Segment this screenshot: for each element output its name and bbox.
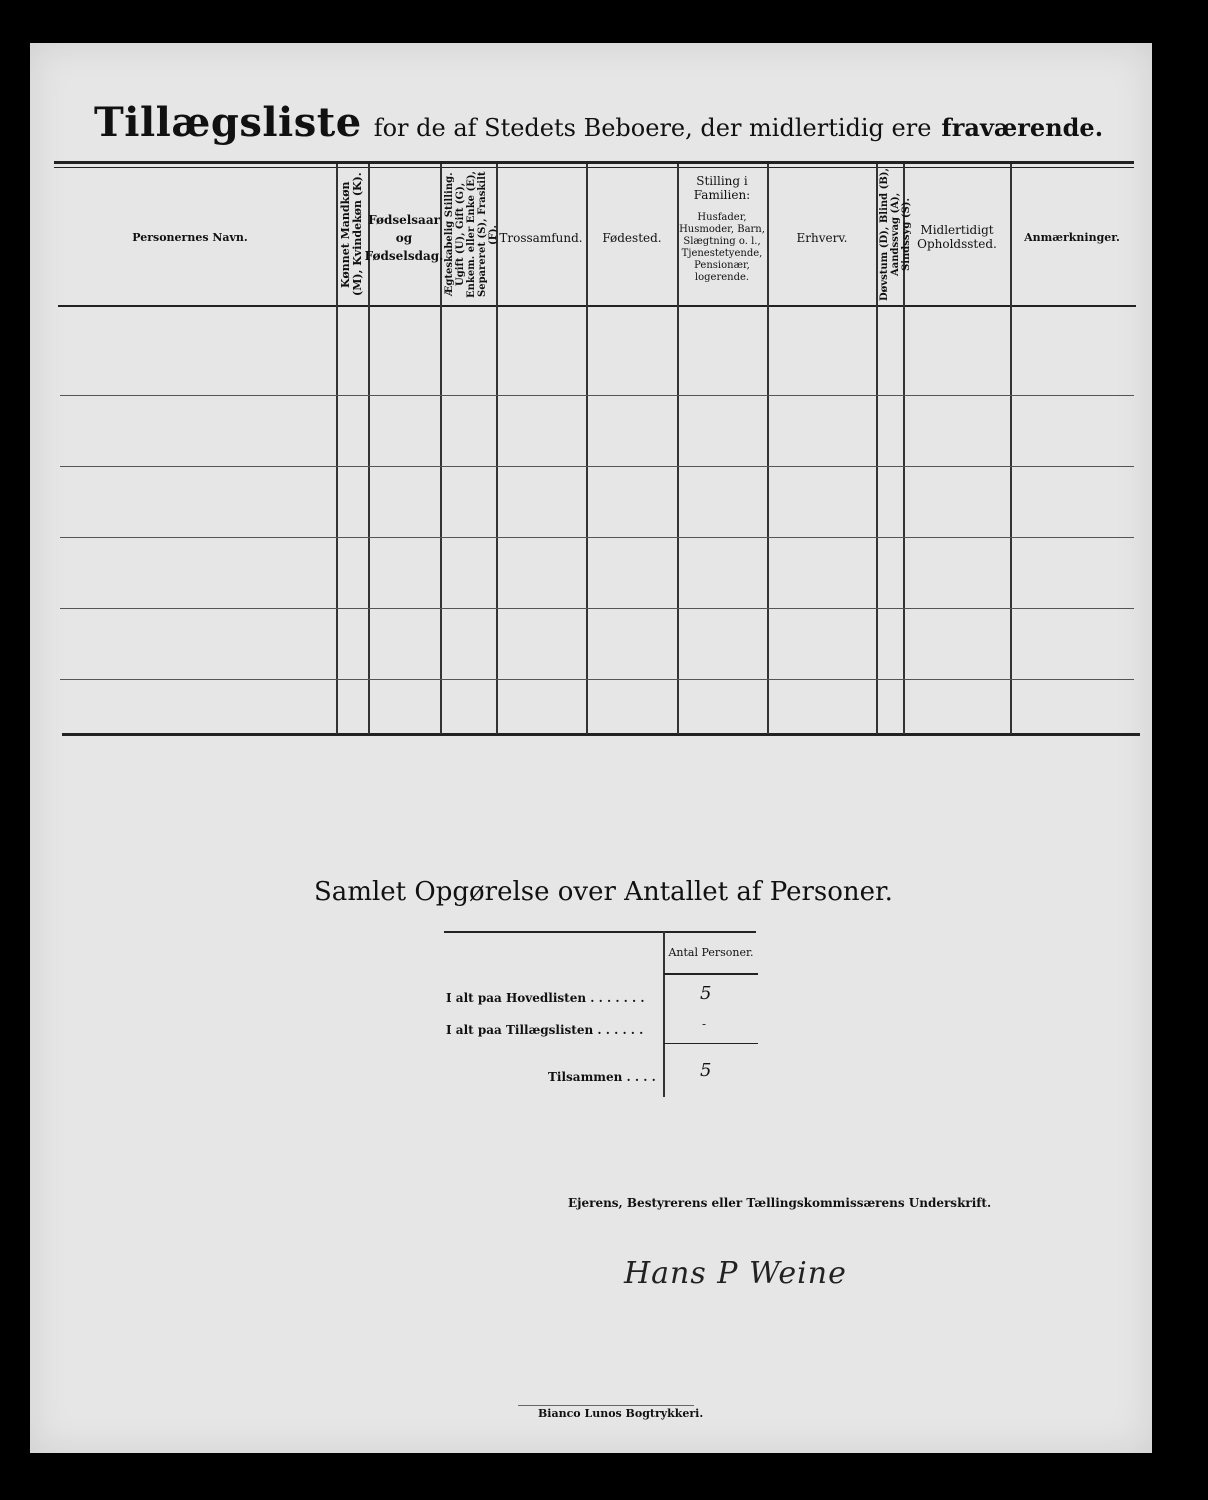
form-title [94, 99, 1103, 146]
row-line-3 [60, 537, 1134, 538]
summary-value-main-list: 5 [700, 983, 712, 1004]
col-sep-8 [876, 164, 878, 734]
header-occupation: Erhverv. [796, 231, 848, 245]
form-title-rest: for de af Stedets Beboere, der midlertidig ere [373, 114, 932, 142]
col-sep-1 [336, 164, 338, 734]
summary-header-rule [664, 973, 758, 975]
handwritten-signature: Hans P Weine [624, 1256, 847, 1291]
header-gender: Kønnet Mandkøn (M), Kvindekøn (K). [339, 172, 364, 297]
header-family-position-sub: Husfader, Husmoder, Barn, Slægtning o. l., Tjenestetyende, Pensionær, logerende. [679, 212, 765, 283]
table-top-rule-thin [54, 167, 1134, 168]
header-birthplace: Fødested. [602, 231, 662, 245]
summary-column-header: Antal Personer. [668, 946, 754, 959]
table-bottom-rule [62, 733, 1140, 736]
signature-label: Ejerens, Bestyrerens eller Tællingskommissærens Underskrift. [568, 1196, 992, 1210]
summary-value-supplement-list: - [702, 1017, 707, 1031]
form-title-main: Tillægsliste [94, 99, 362, 146]
header-family-position: Stilling i Familien: [693, 174, 751, 202]
header-disability: Døvstum (D), Blind (B), Aandssvag (A), Sindssyg (S). [879, 167, 912, 302]
table-top-rule [54, 161, 1134, 164]
summary-top-rule [444, 931, 756, 933]
form-title-bold: fraværende. [941, 113, 1104, 142]
header-birth-label: Fødselsaar og Fødselsdag. [364, 213, 444, 263]
header-bottom-rule [58, 305, 1136, 307]
row-line-1 [60, 395, 1134, 396]
header-remarks: Anmærkninger. [1024, 231, 1120, 244]
row-line-5 [60, 679, 1134, 680]
header-religion: Trossamfund. [499, 231, 583, 245]
header-temp-residence: Midlertidigt Opholdssted. [917, 223, 997, 251]
header-marital: Ægteskabelig Stilling. Ugift (U), Gift (G), Enkem. eller Enke (E), Separeret (S), Fraskilt (F). [444, 170, 499, 299]
row-line-2 [60, 466, 1134, 467]
row-line-4 [60, 608, 1134, 609]
printer-rule [518, 1405, 694, 1406]
summary-label-main-list: I alt paa Hovedlisten . . . . . . . [446, 991, 645, 1005]
summary-subtotal-rule [664, 1043, 758, 1044]
summary-divider [663, 931, 665, 1097]
census-form-page [30, 43, 1152, 1453]
header-birth [364, 203, 444, 273]
summary-title: Samlet Opgørelse over Antallet af Personer. [314, 877, 893, 907]
summary-value-total: 5 [700, 1060, 712, 1081]
printer-imprint: Bianco Lunos Bogtrykkeri. [538, 1407, 704, 1420]
summary-label-supplement-list: I alt paa Tillægslisten . . . . . . [446, 1023, 644, 1037]
summary-label-total: Tilsammen . . . . [548, 1070, 656, 1084]
header-name: Personernes Navn. [132, 231, 248, 244]
